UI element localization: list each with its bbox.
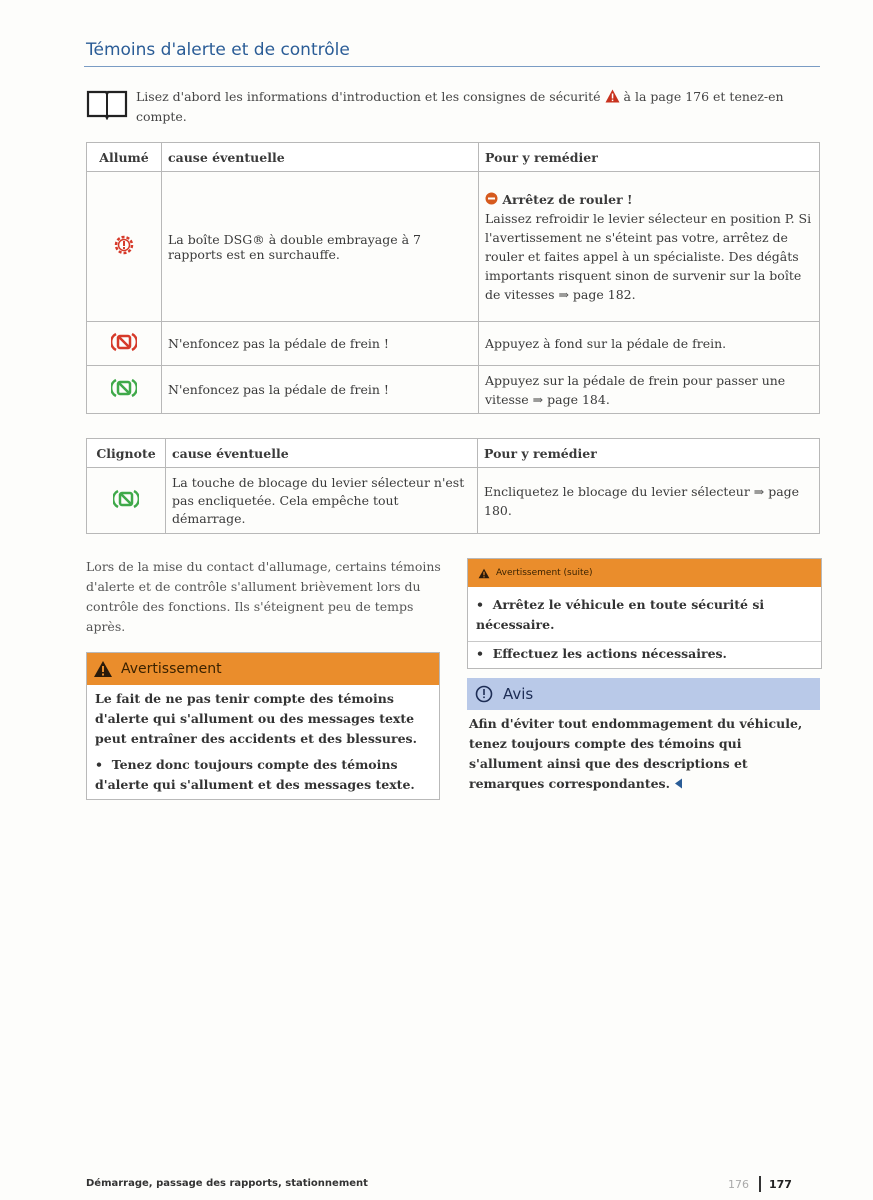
header-cause: cause éventuelle [162,143,479,172]
end-of-section-icon [674,778,683,789]
red-brake-pedal-icon [111,332,137,352]
green-brake-pedal-icon [111,378,137,398]
warning-body [468,587,821,668]
notice-title: Avis [503,685,534,703]
remedy-cell [479,172,820,322]
divider [468,641,821,642]
header-remedy: Pour y remédier [479,143,820,172]
table-header-row [87,143,820,172]
book-icon [86,86,128,120]
stop-icon [485,192,498,205]
icon-cell [87,322,162,366]
cause-cell: La boîte DSG® à double embrayage à 7 rapports est en surchauffe. [162,172,479,322]
icon-cell [87,366,162,414]
header-remedy: Pour y remédier [478,439,820,468]
warning-triangle-icon [478,568,490,579]
intro-text: Lisez d'abord les informations d'introduction et les consignes de sécurité à la page 176 et tenez-en compte. [136,89,784,124]
cause-cell: La touche de blocage du levier sélecteur n'est pas encliquetée. Cela empêche tout démarrage. [166,468,478,534]
table-row [87,468,820,534]
page-number: 177 [769,1178,792,1191]
remedy-cell: Appuyez sur la pédale de frein pour passer une vitesse ⇒ page 184. [479,366,820,414]
warning-box [86,652,440,800]
table-row [87,172,820,322]
icon-cell [87,172,162,322]
notice-text: Afin d'éviter tout endommagement du véhicule, tenez toujours compte des témoins qui s'allument ainsi que des descriptions et remarques correspondantes. [469,716,803,791]
warning-bullet: • Arrêtez le véhicule en toute sécurité si nécessaire. [476,597,765,632]
warning-header [87,653,439,685]
table-row [87,322,820,366]
notice-box [467,678,820,798]
cause-cell: N'enfoncez pas la pédale de frein ! [162,322,479,366]
footer-section-title: Démarrage, passage des rapports, stationnement [86,1178,368,1189]
info-circle-icon [475,685,493,703]
table-header-row [87,439,820,468]
remedy-cell: Appuyez à fond sur la pédale de frein. [479,322,820,366]
table-row [87,366,820,414]
remedy-text: Laissez refroidir le levier sélecteur en position P. Si l'avertissement ne s'éteint pas votre, arrêtez de rouler et faites appel à un spécialiste. Des dégâts importants risquent sinon de survenir sur la boîte de vitesses ⇒ page 182. [485,210,812,302]
warning-triangle-icon [605,89,620,103]
notice-header [467,678,820,710]
info-paragraph: Lors de la mise du contact d'allumage, certains témoins d'alerte et de contrôle s'allument brièvement lors du contrôle des fonctions. Ils s'éteignent peu de temps après. [86,559,441,634]
header-cause: cause éventuelle [166,439,478,468]
warning-text: Le fait de ne pas tenir compte des témoins d'alerte qui s'allument ou des messages texte peut entraîner des accidents et des blessures. [95,691,417,746]
cause-cell: N'enfoncez pas la pédale de frein ! [162,366,479,414]
warning-bullet: • Tenez donc toujours compte des témoins d'alerte qui s'allument et des messages texte. [95,757,415,792]
previous-page-number: 176 [728,1178,749,1191]
warning-body [87,685,439,799]
warning-triangle-icon [93,660,113,678]
remedy-cell: Encliquetez le blocage du levier sélecteur ⇒ page 180. [478,468,820,534]
header-status: Clignote [87,439,166,468]
red-gear-warning-icon [113,234,135,256]
lights-flashing-table [86,438,820,534]
green-brake-pedal-icon [113,489,139,509]
header-status: Allumé [87,143,162,172]
warning-continued-box [467,558,822,669]
page-divider [759,1176,761,1192]
lights-on-table [86,142,820,414]
stop-instruction: Arrêtez de rouler ! [485,190,813,209]
icon-cell [87,468,166,534]
page-numbers [728,1176,792,1192]
warning-title: Avertissement (suite) [496,568,593,578]
warning-title: Avertissement [121,661,222,677]
notice-body [467,710,820,798]
warning-header [468,559,821,587]
warning-bullet: • Effectuez les actions nécessaires. [476,646,727,661]
page-title: Témoins d'alerte et de contrôle [86,40,350,60]
title-divider [84,66,820,67]
